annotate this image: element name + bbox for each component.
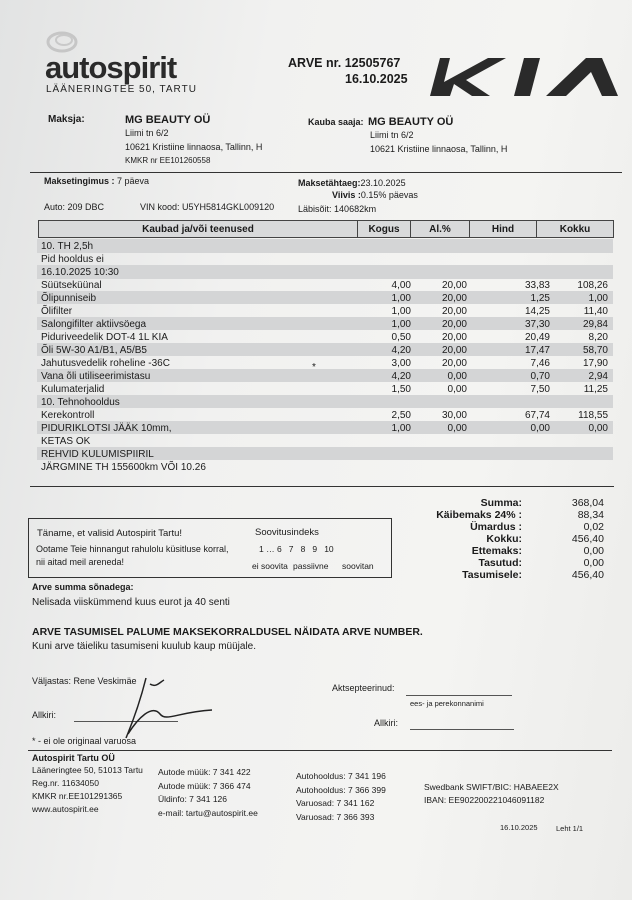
footer-sales1: Autode müük: 7 341 422 (158, 767, 251, 777)
footer-bank: Swedbank SWIFT/BIC: HABAEE2X (424, 782, 559, 792)
accepted-label: Aktseptееrinud: (332, 683, 395, 693)
item-vat: 20,00 (441, 306, 467, 317)
kia-logo (426, 52, 630, 100)
feedback-text: Ootame Teie hinnangut rahulolu küsitluse korral, (36, 544, 229, 554)
item-total: 58,70 (582, 345, 608, 356)
item-price: 7,46 (530, 358, 550, 369)
table-row (37, 344, 613, 357)
item-description: Süütseküünal (41, 280, 102, 291)
item-description: Jahutusvedelik roheline -36C (41, 358, 170, 369)
signature-label-right: Allkiri: (374, 718, 398, 728)
footer-company: Autospirit Tartu OÜ (32, 753, 115, 763)
footer-sales2: Autode müük: 7 366 474 (158, 781, 251, 791)
signature-line-right (410, 729, 514, 730)
footer-info: Üldinfo: 7 341 126 (158, 794, 227, 804)
handwritten-signature (116, 674, 216, 742)
divider (28, 750, 612, 751)
item-vat: 20,00 (441, 293, 467, 304)
payment-terms: Maksetingimus : 7 päeva (44, 176, 150, 186)
col-header-qty: Kogus (357, 220, 411, 238)
item-description: KETAS OK (41, 436, 91, 447)
total-label: Ümardus : (470, 521, 522, 533)
item-total: 29,84 (582, 319, 608, 330)
item-qty: 4,20 (391, 371, 411, 382)
footer-service2: Autohooldus: 7 366 399 (296, 785, 386, 795)
table-row (37, 422, 613, 435)
total-value: 0,02 (583, 521, 604, 533)
issuer: Väljastas: Rene Veskimäe (32, 676, 137, 686)
signature-label-left: Allkiri: (32, 710, 56, 720)
feedback-box (28, 518, 392, 578)
total-label: Ettemaks: (471, 545, 522, 557)
invoice-number: ARVE nr. 12505767 (288, 56, 401, 70)
item-price: 33,83 (524, 280, 550, 291)
footer-parts1: Varuosad: 7 341 162 (296, 798, 375, 808)
item-description: Õlipunniseib (41, 293, 97, 304)
total-value: 456,40 (571, 569, 604, 581)
amount-in-words: Nelisada viiskümmend kuus eurot ja 40 senti (32, 597, 230, 608)
item-description: 10. Tehnohooldus (41, 397, 120, 408)
item-description: Kulumaterjalid (41, 384, 105, 395)
index-title: Soovitusindeks (255, 527, 319, 538)
item-vat: 0,00 (447, 423, 467, 434)
item-price: 0,70 (530, 371, 550, 382)
footer-parts2: Varuosad: 7 366 393 (296, 812, 375, 822)
scale-mid: passiivne (293, 561, 329, 571)
vendor-address: LÄÄNERINGTEE 50, TARTU (46, 84, 197, 95)
recipient-label: Kauba saaja: (308, 117, 364, 127)
table-row (37, 318, 613, 331)
item-description: Õlifilter (41, 306, 73, 317)
item-qty: 4,00 (391, 280, 411, 291)
footer-date: 16.10.2025 (500, 823, 538, 832)
item-vat: 20,00 (441, 319, 467, 330)
item-vat: 0,00 (447, 384, 467, 395)
total-label: Tasumisele: (462, 569, 522, 581)
item-description: Piduriveedelik DOT-4 1L KIA (41, 332, 168, 343)
total-value: 0,00 (583, 557, 604, 569)
table-row (37, 435, 613, 448)
item-vat: 0,00 (447, 371, 467, 382)
item-qty: 1,50 (391, 384, 411, 395)
item-description: Salongifilter aktiivsöega (41, 319, 147, 330)
ownership-notice: Kuni arve täieliku tasumiseni kuulub kaup müüjale. (32, 641, 257, 652)
item-vat: 20,00 (441, 358, 467, 369)
original-note: * - ei ole originaal varuosa (32, 736, 137, 746)
table-row: 16.10.2025 10:30 (41, 267, 119, 278)
footer-service1: Autohooldus: 7 341 196 (296, 771, 386, 781)
penalty-rate: Viivis :0.15% päevas (332, 190, 418, 200)
table-row (37, 279, 613, 292)
scale-high: soovitan (342, 561, 374, 571)
item-price: 14,25 (524, 306, 550, 317)
footer-iban: IBAN: EE902200221046091182 (424, 795, 545, 805)
item-qty: 4,20 (391, 345, 411, 356)
footer-page: Leht 1/1 (556, 824, 584, 833)
item-price: 17,47 (524, 345, 550, 356)
item-price: 20,49 (524, 332, 550, 343)
table-row (37, 370, 613, 383)
footer-reg: Reg.nr. 11634050 (32, 778, 99, 788)
total-label: Tasutud: (478, 557, 522, 569)
car-plate: Auto: 209 DBC (44, 202, 105, 212)
table-row (37, 448, 613, 461)
item-total: 8,20 (588, 332, 608, 343)
table-row (37, 383, 613, 396)
item-price: 67,74 (524, 410, 550, 421)
vin-code: VIN kood: U5YH5814GKL009120 (140, 202, 275, 212)
col-header-total: Kokku (536, 220, 614, 238)
col-header-price: Hind (469, 220, 537, 238)
due-date: Maksetähtaeg:23.10.2025 (298, 178, 406, 188)
item-qty: 2,50 (391, 410, 411, 421)
recipient-street: Liimi tn 6/2 (370, 130, 414, 140)
index-scale: 1 … 6 7 8 9 10 (259, 544, 334, 554)
item-description: Vana õli utiliseerimistasu (41, 371, 151, 382)
table-row (37, 396, 613, 409)
item-description: Õli 5W-30 A1/B1, A5/B5 (41, 345, 147, 356)
feedback-text: nii aitad meil areneda! (36, 557, 125, 567)
mileage: Läbisõit: 140682km (298, 204, 377, 214)
item-total: 11,25 (583, 384, 608, 395)
footer-kmkr: KMKR nr.EE101291365 (32, 791, 123, 801)
divider (30, 486, 614, 487)
item-description: REHVID KULUMISPIIRIL (41, 449, 154, 460)
recipient-city: 10621 Kristiine linnaosa, Tallinn, H (370, 144, 508, 154)
footer-email: e-mail: tartu@autospirit.ee (158, 808, 258, 818)
item-description: PIDURIKLOTSI JÄÄK 10mm, (41, 423, 172, 434)
item-vat: 20,00 (441, 332, 467, 343)
item-qty: 1,00 (391, 423, 411, 434)
col-header-vat: Al.% (410, 220, 470, 238)
payer-street: Liimi tn 6/2 (125, 128, 169, 138)
total-label: Summa: (480, 497, 522, 509)
payment-notice: ARVE TASUMISEL PALUME MAKSEKORRALDUSEL NÄIDATA ARVE NUMBER. (32, 626, 423, 638)
feedback-title: Täname, et valisid Autospirit Tartu! (37, 528, 183, 539)
footer-website: www.autospirit.ee (32, 804, 99, 814)
item-vat: 20,00 (441, 345, 467, 356)
table-row (37, 461, 613, 474)
item-total: 0,00 (588, 423, 608, 434)
item-total: 2,94 (588, 371, 608, 382)
words-label: Arve summa sõnadega: (32, 582, 134, 592)
table-row: 10. TH 2,5h (41, 241, 94, 252)
name-hint: ees- ja perekonnanimi (410, 699, 484, 708)
total-value: 88,34 (577, 509, 604, 521)
total-value: 0,00 (583, 545, 604, 557)
item-total: 1,00 (588, 293, 608, 304)
item-vat: 30,00 (441, 410, 467, 421)
table-row (37, 305, 613, 318)
table-row (37, 292, 613, 305)
table-row: Pid hooldus ei (41, 254, 104, 265)
item-vat: 20,00 (441, 280, 467, 291)
item-price: 37,30 (524, 319, 550, 330)
item-total: 17,90 (582, 358, 608, 369)
item-qty: 1,00 (391, 319, 411, 330)
original-part-marker: * (312, 362, 316, 373)
scale-low: ei soovita (252, 561, 288, 571)
divider (30, 172, 622, 173)
item-qty: 1,00 (391, 293, 411, 304)
item-qty: 3,00 (391, 358, 411, 369)
footer-address: Lääneringtee 50, 51013 Tartu (32, 765, 143, 775)
item-total: 108,26 (577, 280, 608, 291)
table-row (37, 409, 613, 422)
item-qty: 0,50 (391, 332, 411, 343)
payer-label: Maksja: (48, 114, 85, 125)
item-price: 7,50 (530, 384, 550, 395)
item-price: 1,25 (530, 293, 550, 304)
vendor-logo: autospirit (45, 50, 177, 85)
total-label: Kokku: (486, 533, 522, 545)
recipient-name: MG BEAUTY OÜ (368, 116, 454, 128)
table-row (37, 331, 613, 344)
item-total: 118,55 (578, 410, 608, 421)
payer-city: 10621 Kristiine linnaosa, Tallinn, H (125, 142, 263, 152)
col-header-items: Kaubad ja/või teenused (38, 220, 358, 238)
payer-name: MG BEAUTY OÜ (125, 114, 211, 126)
accepted-line (406, 695, 512, 696)
payer-reg: KMKR nr EE101260558 (125, 156, 211, 165)
total-label: Käibemaks 24% : (436, 509, 522, 521)
item-total: 11,40 (583, 306, 608, 317)
total-value: 456,40 (571, 533, 604, 545)
total-value: 368,04 (571, 497, 604, 509)
item-description: JÄRGMINE TH 155600km VÕI 10.26 (41, 462, 206, 473)
table-row (37, 357, 613, 370)
invoice-date: 16.10.2025 (345, 72, 408, 86)
item-qty: 1,00 (391, 306, 411, 317)
item-description: Kerekontroll (41, 410, 95, 421)
item-price: 0,00 (530, 423, 550, 434)
